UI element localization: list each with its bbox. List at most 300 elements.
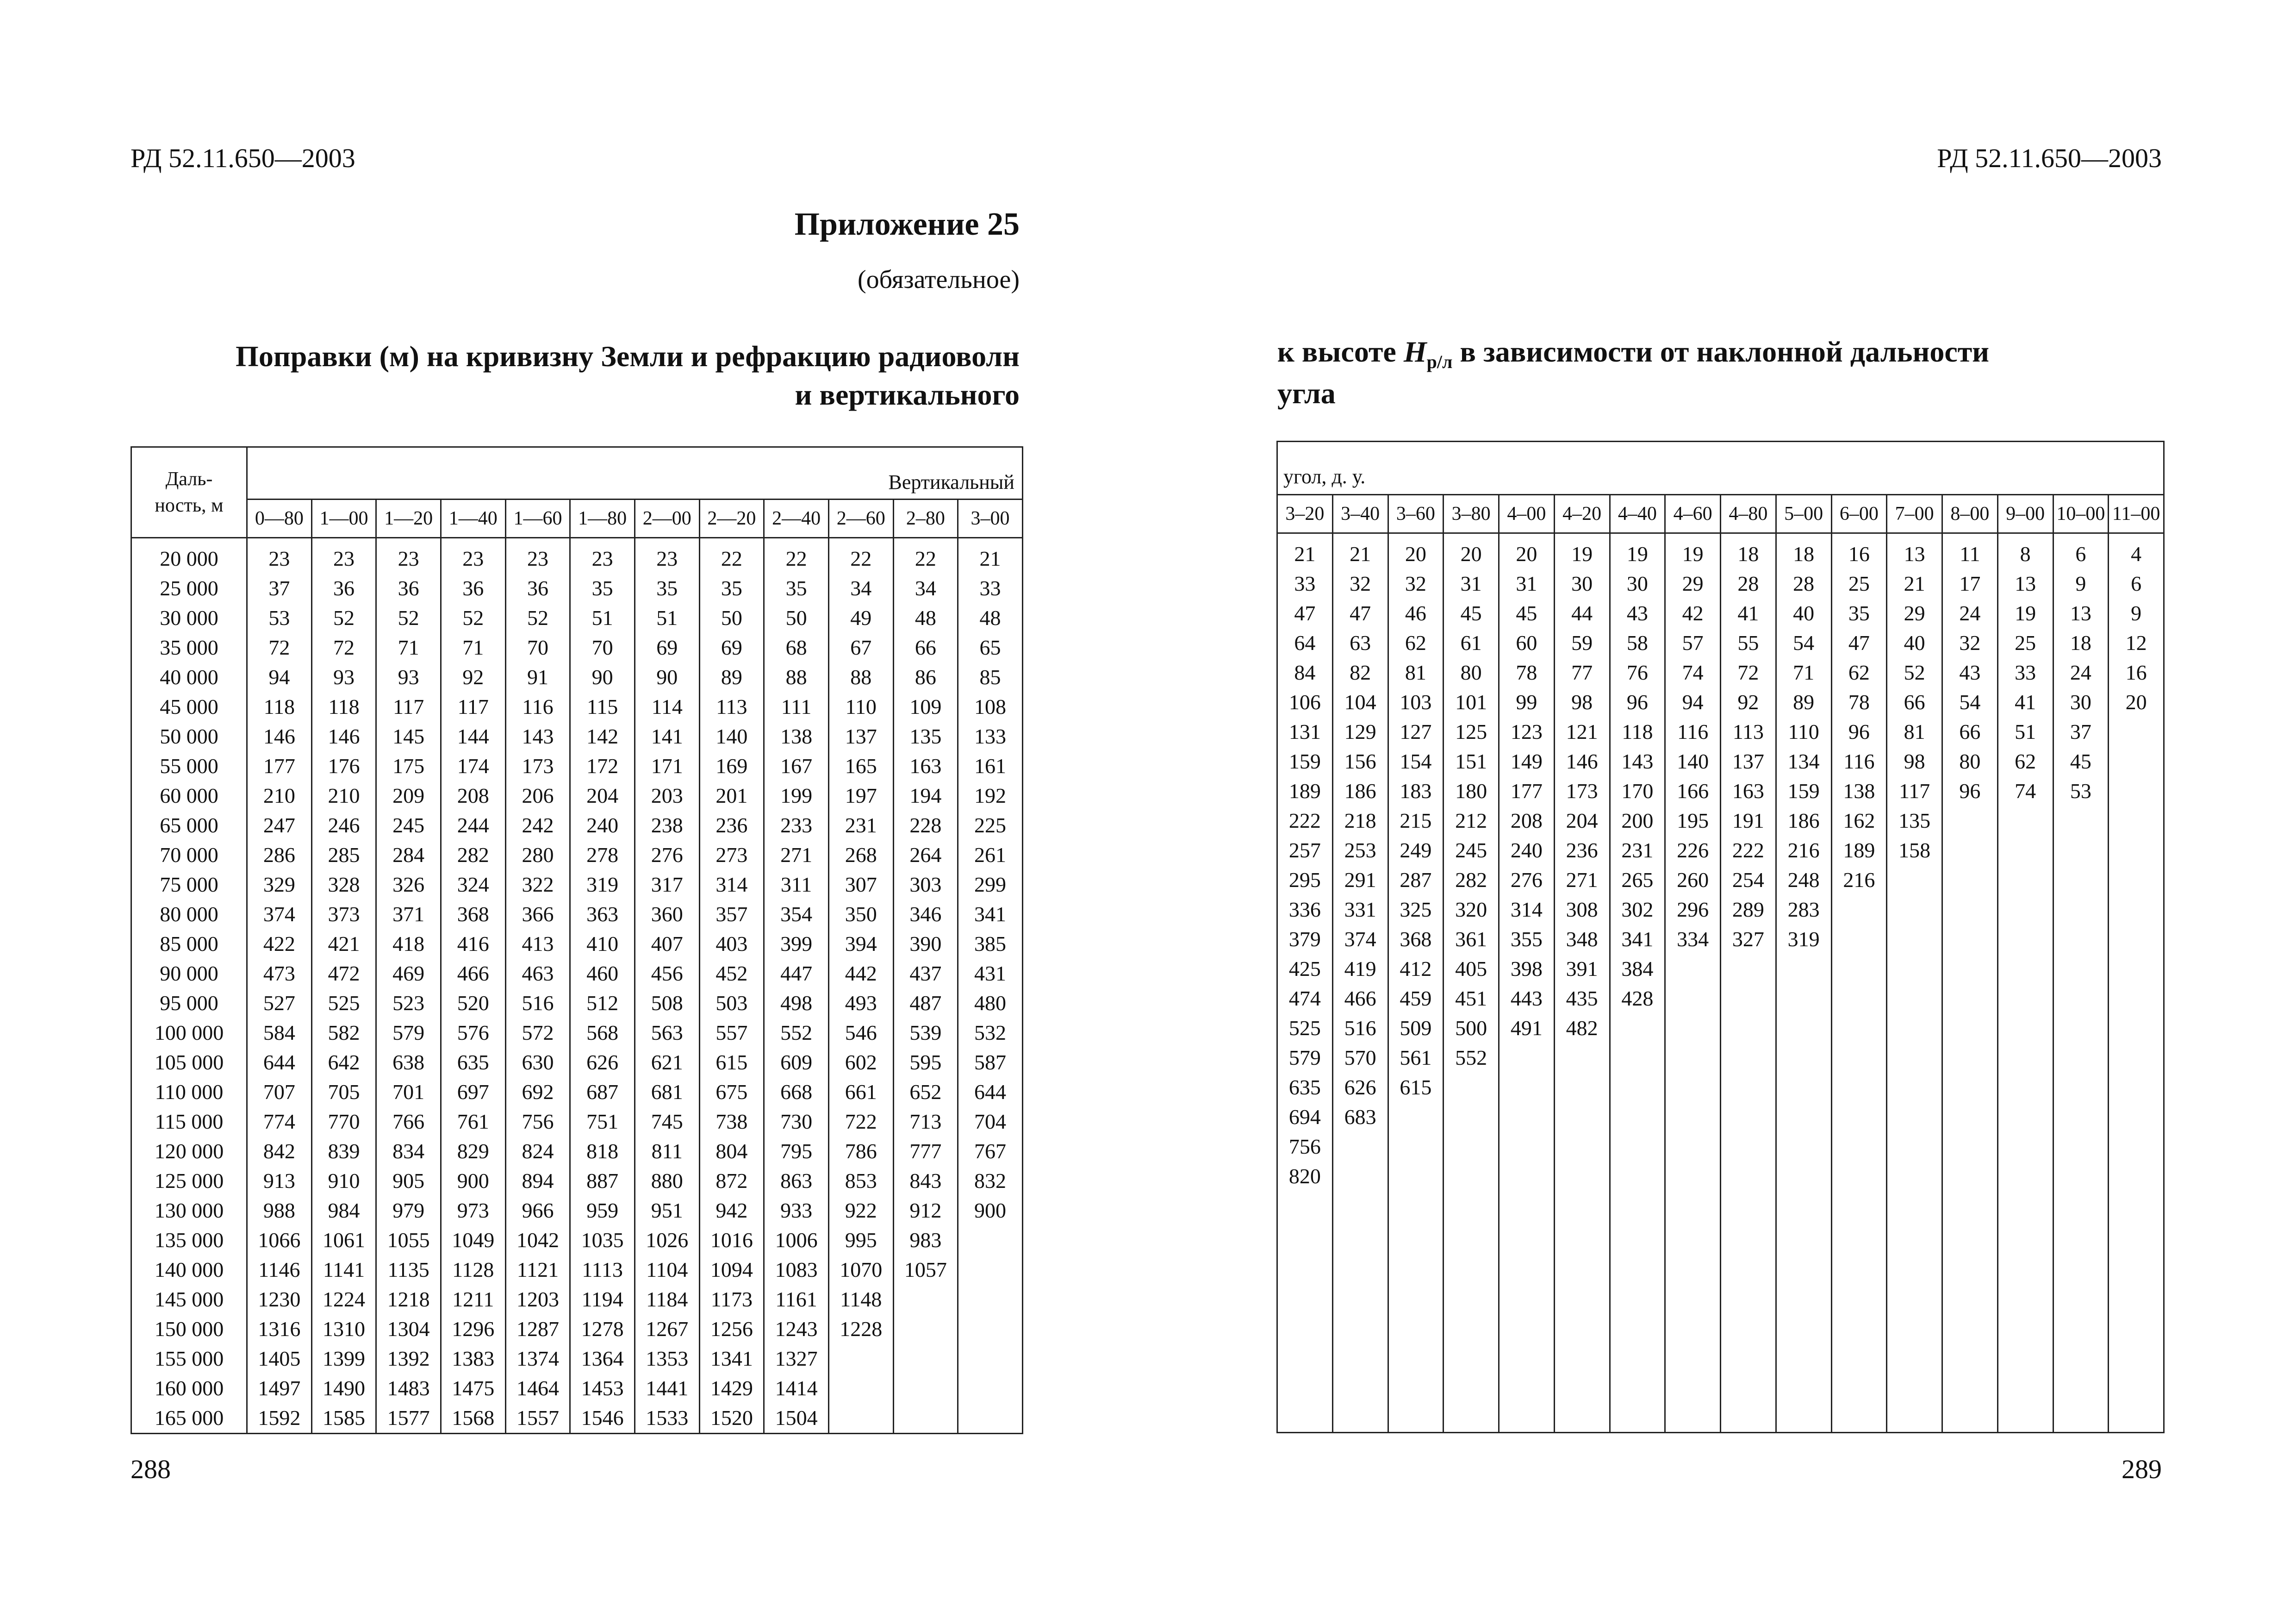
value-cell [1776, 984, 1831, 1013]
value-cell [1665, 1132, 1721, 1162]
value-cell: 48 [893, 603, 958, 633]
value-cell: 183 [1388, 776, 1444, 806]
value-cell: 20 [1388, 533, 1444, 569]
value-cell [2109, 1013, 2164, 1043]
value-cell: 42 [1665, 599, 1721, 628]
value-cell [1942, 984, 1998, 1013]
value-cell: 62 [1997, 747, 2053, 776]
value-cell: 988 [247, 1196, 312, 1225]
value-cell: 1026 [635, 1225, 699, 1255]
value-cell: 368 [1388, 924, 1444, 954]
value-cell [1887, 1102, 1942, 1132]
table-row [1277, 954, 2164, 984]
value-cell: 245 [376, 811, 441, 840]
value-cell: 34 [828, 574, 893, 603]
value-cell: 37 [247, 574, 312, 603]
value-cell [893, 1285, 958, 1314]
value-cell: 208 [441, 781, 505, 811]
value-cell: 212 [1444, 806, 1499, 836]
value-cell: 28 [1721, 569, 1776, 599]
empty-cell [1887, 1191, 1942, 1433]
value-cell [1831, 1132, 1887, 1162]
value-cell: 23 [376, 538, 441, 574]
table-row [131, 1403, 1023, 1434]
value-cell: 1429 [699, 1374, 764, 1403]
value-cell: 1399 [311, 1344, 376, 1374]
value-cell: 371 [376, 899, 441, 929]
value-cell: 23 [570, 538, 635, 574]
value-cell: 435 [1554, 984, 1610, 1013]
value-cell: 28 [1776, 569, 1831, 599]
corrections-table-right [1276, 441, 2165, 1433]
value-cell: 16 [2109, 658, 2164, 687]
table-row [131, 1374, 1023, 1403]
value-cell [1610, 1013, 1665, 1043]
value-cell: 21 [958, 538, 1023, 574]
value-cell: 795 [764, 1137, 829, 1166]
value-cell: 1520 [699, 1403, 764, 1434]
appendix-subtitle: (обязательное) [858, 265, 1020, 294]
table-row [131, 870, 1023, 899]
value-cell: 110 [1776, 717, 1831, 747]
value-cell: 1161 [764, 1285, 829, 1314]
value-cell [1942, 806, 1998, 836]
value-cell: 121 [1554, 717, 1610, 747]
value-cell: 459 [1388, 984, 1444, 1013]
value-cell [893, 1403, 958, 1434]
value-cell [1831, 954, 1887, 984]
value-cell [2109, 1162, 2164, 1191]
value-cell: 50 [699, 603, 764, 633]
value-cell: 33 [1997, 658, 2053, 687]
value-cell: 942 [699, 1196, 764, 1225]
value-cell [1721, 1013, 1776, 1043]
value-cell: 50 [764, 603, 829, 633]
value-cell: 1243 [764, 1314, 829, 1344]
table-row [1277, 1102, 2164, 1132]
angle-header-row [131, 500, 1023, 538]
value-cell: 1453 [570, 1374, 635, 1403]
value-cell: 738 [699, 1107, 764, 1137]
value-cell: 1203 [505, 1285, 570, 1314]
value-cell: 1006 [764, 1225, 829, 1255]
value-cell: 348 [1554, 924, 1610, 954]
value-cell [1997, 1162, 2053, 1191]
value-cell [1610, 1102, 1665, 1132]
table-row [131, 662, 1023, 692]
value-cell: 163 [893, 751, 958, 781]
value-cell: 116 [1831, 747, 1887, 776]
empty-cell [1610, 1191, 1665, 1433]
value-cell: 287 [1388, 865, 1444, 895]
value-cell: 824 [505, 1137, 570, 1166]
value-cell: 894 [505, 1166, 570, 1196]
value-cell: 144 [441, 722, 505, 751]
value-cell: 621 [635, 1048, 699, 1077]
value-cell: 118 [1610, 717, 1665, 747]
value-cell: 236 [1554, 836, 1610, 865]
value-cell: 452 [699, 959, 764, 988]
value-cell: 101 [1444, 687, 1499, 717]
value-cell: 134 [1776, 747, 1831, 776]
value-cell: 117 [376, 692, 441, 722]
value-cell: 766 [376, 1107, 441, 1137]
value-cell: 43 [1942, 658, 1998, 687]
value-cell: 487 [893, 988, 958, 1018]
value-cell [1388, 1162, 1444, 1191]
value-cell: 687 [570, 1077, 635, 1107]
value-cell [2109, 1102, 2164, 1132]
value-cell: 172 [570, 751, 635, 781]
value-cell: 137 [1721, 747, 1776, 776]
value-cell: 240 [570, 811, 635, 840]
value-cell: 1104 [635, 1255, 699, 1285]
table-row [1277, 628, 2164, 658]
value-cell: 265 [1610, 865, 1665, 895]
value-cell [1721, 1073, 1776, 1102]
value-cell: 283 [1776, 895, 1831, 924]
value-cell: 37 [2053, 717, 2109, 747]
value-cell: 106 [1277, 687, 1333, 717]
value-cell [1942, 1073, 1998, 1102]
value-cell: 1061 [311, 1225, 376, 1255]
table-title-right-line1: к высоте $H_{р/л}$ в зависимости от наклонной дальности [1277, 335, 1990, 372]
value-cell: 162 [1831, 806, 1887, 836]
value-cell: 413 [505, 929, 570, 959]
value-cell: 630 [505, 1048, 570, 1077]
value-cell: 366 [505, 899, 570, 929]
value-cell: 169 [699, 751, 764, 781]
value-cell: 64 [1277, 628, 1333, 658]
value-cell [2109, 924, 2164, 954]
table-title-right [1277, 332, 2157, 412]
value-cell: 125 [1444, 717, 1499, 747]
value-cell: 41 [1997, 687, 2053, 717]
value-cell: 1055 [376, 1225, 441, 1255]
empty-cell [2109, 1191, 2164, 1433]
value-cell: 93 [376, 662, 441, 692]
value-cell [1721, 1132, 1776, 1162]
value-cell: 431 [958, 959, 1023, 988]
value-cell: 35 [1831, 599, 1887, 628]
distance-cell: 20 000 [131, 538, 247, 574]
value-cell: 419 [1332, 954, 1388, 984]
value-cell: 320 [1444, 895, 1499, 924]
distance-cell: 150 000 [131, 1314, 247, 1344]
value-cell: 786 [828, 1137, 893, 1166]
distance-cell: 60 000 [131, 781, 247, 811]
value-cell: 20 [1444, 533, 1499, 569]
value-cell [958, 1285, 1023, 1314]
value-cell [1942, 836, 1998, 865]
distance-cell: 25 000 [131, 574, 247, 603]
value-cell: 260 [1665, 865, 1721, 895]
value-cell: 756 [505, 1107, 570, 1137]
table-row [1277, 1073, 2164, 1102]
value-cell: 209 [376, 781, 441, 811]
table-row [131, 1225, 1023, 1255]
value-cell: 43 [1610, 599, 1665, 628]
distance-cell: 75 000 [131, 870, 247, 899]
value-cell: 238 [635, 811, 699, 840]
value-cell: 253 [1332, 836, 1388, 865]
distance-cell: 65 000 [131, 811, 247, 840]
value-cell: 1557 [505, 1403, 570, 1434]
value-cell [1499, 1043, 1555, 1073]
value-cell: 615 [1388, 1073, 1444, 1102]
angle-header: 3–40 [1332, 495, 1388, 533]
value-cell: 22 [893, 538, 958, 574]
value-cell: 276 [1499, 865, 1555, 895]
value-cell: 21 [1332, 533, 1388, 569]
value-cell: 451 [1444, 984, 1499, 1013]
value-cell: 166 [1665, 776, 1721, 806]
value-cell [2109, 806, 2164, 836]
value-cell: 6 [2053, 533, 2109, 569]
value-cell: 480 [958, 988, 1023, 1018]
value-cell [1776, 1043, 1831, 1073]
value-cell: 296 [1665, 895, 1721, 924]
value-cell: 834 [376, 1137, 441, 1166]
value-cell [1887, 1162, 1942, 1191]
value-cell: 248 [1776, 865, 1831, 895]
table-row [131, 1344, 1023, 1374]
value-cell: 466 [441, 959, 505, 988]
value-cell: 118 [311, 692, 376, 722]
value-cell: 216 [1831, 865, 1887, 895]
value-cell [2053, 865, 2109, 895]
table-row [1277, 836, 2164, 865]
value-cell: 832 [958, 1166, 1023, 1196]
value-cell [1997, 1073, 2053, 1102]
value-cell: 22 [764, 538, 829, 574]
value-cell [1997, 984, 2053, 1013]
empty-cell [1831, 1191, 1887, 1433]
empty-cell [1388, 1191, 1444, 1433]
value-cell: 498 [764, 988, 829, 1018]
value-cell: 163 [1721, 776, 1776, 806]
value-cell: 108 [958, 692, 1023, 722]
value-cell: 1585 [311, 1403, 376, 1434]
value-cell: 341 [1610, 924, 1665, 954]
value-cell: 713 [893, 1107, 958, 1137]
angle-header: 1—80 [570, 500, 635, 538]
table-row [131, 692, 1023, 722]
value-cell: 705 [311, 1077, 376, 1107]
value-cell: 254 [1721, 865, 1776, 895]
value-cell: 328 [311, 870, 376, 899]
value-cell [1554, 1073, 1610, 1102]
value-cell: 493 [828, 988, 893, 1018]
value-cell: 68 [764, 633, 829, 662]
value-cell: 973 [441, 1196, 505, 1225]
distance-cell: 55 000 [131, 751, 247, 781]
corrections-table-left [131, 446, 1023, 1434]
value-cell: 525 [1277, 1013, 1333, 1043]
value-cell: 322 [505, 870, 570, 899]
value-cell: 820 [1277, 1162, 1333, 1191]
value-cell [1444, 1162, 1499, 1191]
value-cell: 35 [570, 574, 635, 603]
value-cell: 129 [1332, 717, 1388, 747]
value-cell [958, 1403, 1023, 1434]
value-cell: 186 [1776, 806, 1831, 836]
value-cell: 32 [1942, 628, 1998, 658]
value-cell: 149 [1499, 747, 1555, 776]
value-cell: 692 [505, 1077, 570, 1107]
value-cell: 767 [958, 1137, 1023, 1166]
value-cell: 90 [570, 662, 635, 692]
value-cell: 222 [1721, 836, 1776, 865]
table-title-left-line2: и вертикального [795, 378, 1020, 412]
table-row [131, 811, 1023, 840]
value-cell [1721, 954, 1776, 984]
value-cell: 668 [764, 1077, 829, 1107]
value-cell: 508 [635, 988, 699, 1018]
vertical-angle-label: Вертикальный [247, 447, 1023, 500]
distance-cell: 130 000 [131, 1196, 247, 1225]
value-cell: 62 [1388, 628, 1444, 658]
value-cell: 331 [1332, 895, 1388, 924]
value-cell [2053, 1043, 2109, 1073]
value-cell: 557 [699, 1018, 764, 1048]
value-cell: 48 [958, 603, 1023, 633]
distance-cell: 40 000 [131, 662, 247, 692]
angle-header: 1—20 [376, 500, 441, 538]
value-cell: 418 [376, 929, 441, 959]
distance-cell: 45 000 [131, 692, 247, 722]
table-row [131, 1314, 1023, 1344]
value-cell: 635 [441, 1048, 505, 1077]
value-cell: 951 [635, 1196, 699, 1225]
value-cell [2109, 954, 2164, 984]
value-cell [1997, 1132, 2053, 1162]
value-cell: 52 [311, 603, 376, 633]
value-cell: 325 [1388, 895, 1444, 924]
empty-cell [1721, 1191, 1776, 1433]
value-cell: 568 [570, 1018, 635, 1048]
value-cell: 500 [1444, 1013, 1499, 1043]
value-cell: 135 [1887, 806, 1942, 836]
value-cell [2109, 865, 2164, 895]
value-cell: 69 [635, 633, 699, 662]
value-cell [2109, 776, 2164, 806]
value-cell [2109, 984, 2164, 1013]
value-cell: 189 [1831, 836, 1887, 865]
value-cell: 635 [1277, 1073, 1333, 1102]
value-cell: 57 [1665, 628, 1721, 658]
value-cell: 115 [570, 692, 635, 722]
value-cell: 421 [311, 929, 376, 959]
value-cell: 979 [376, 1196, 441, 1225]
distance-header-line1: Даль- [165, 468, 213, 490]
distance-cell: 50 000 [131, 722, 247, 751]
value-cell [1610, 1073, 1665, 1102]
value-cell: 21 [1277, 533, 1333, 569]
value-cell: 354 [764, 899, 829, 929]
angle-header: 2—20 [699, 500, 764, 538]
value-cell: 177 [1499, 776, 1555, 806]
value-cell: 71 [376, 633, 441, 662]
value-cell [2109, 895, 2164, 924]
value-cell: 1256 [699, 1314, 764, 1344]
table-row [1277, 569, 2164, 599]
right-page-number: 289 [2122, 1454, 2162, 1484]
table-row [131, 538, 1023, 574]
value-cell [1554, 1162, 1610, 1191]
value-cell: 314 [699, 870, 764, 899]
value-cell: 30 [1610, 569, 1665, 599]
value-cell: 17 [1942, 569, 1998, 599]
table-row [1277, 895, 2164, 924]
angle-header: 1—00 [311, 500, 376, 538]
value-cell: 428 [1610, 984, 1665, 1013]
value-cell: 20 [2109, 687, 2164, 717]
value-cell: 113 [1721, 717, 1776, 747]
table-row [131, 574, 1023, 603]
empty-cell [1665, 1191, 1721, 1433]
value-cell: 240 [1499, 836, 1555, 865]
value-cell: 552 [1444, 1043, 1499, 1073]
table-row [1277, 865, 2164, 895]
value-cell: 271 [764, 840, 829, 870]
value-cell [893, 1374, 958, 1403]
value-cell: 146 [247, 722, 312, 751]
value-cell: 1070 [828, 1255, 893, 1285]
value-cell: 303 [893, 870, 958, 899]
value-cell: 72 [311, 633, 376, 662]
value-cell: 278 [570, 840, 635, 870]
value-cell: 24 [1942, 599, 1998, 628]
value-cell: 311 [764, 870, 829, 899]
value-cell: 374 [247, 899, 312, 929]
value-cell: 19 [1554, 533, 1610, 569]
value-cell [2053, 1013, 2109, 1043]
table-row [131, 722, 1023, 751]
empty-cell [1499, 1191, 1555, 1433]
value-cell: 35 [635, 574, 699, 603]
value-cell: 151 [1444, 747, 1499, 776]
distance-cell: 100 000 [131, 1018, 247, 1048]
value-cell: 16 [1831, 533, 1887, 569]
empty-cell [1776, 1191, 1831, 1433]
table-title-left-line1: Поправки (м) на кривизну Земли и рефракцию радиоволн [236, 340, 1020, 373]
angle-header: 0—80 [247, 500, 312, 538]
value-cell: 111 [764, 692, 829, 722]
value-cell: 1475 [441, 1374, 505, 1403]
value-cell: 58 [1610, 628, 1665, 658]
table-row [1277, 1162, 2164, 1191]
value-cell: 103 [1388, 687, 1444, 717]
value-cell: 1146 [247, 1255, 312, 1285]
value-cell [2053, 1102, 2109, 1132]
distance-cell: 85 000 [131, 929, 247, 959]
value-cell: 638 [376, 1048, 441, 1077]
value-cell: 177 [247, 751, 312, 781]
angle-header: 4–00 [1499, 495, 1555, 533]
value-cell: 140 [699, 722, 764, 751]
value-cell: 245 [1444, 836, 1499, 865]
value-cell: 584 [247, 1018, 312, 1048]
value-cell: 1546 [570, 1403, 635, 1434]
value-cell: 93 [311, 662, 376, 692]
value-cell [1776, 1073, 1831, 1102]
value-cell: 23 [441, 538, 505, 574]
value-cell: 326 [376, 870, 441, 899]
value-cell: 145 [376, 722, 441, 751]
table-row [131, 959, 1023, 988]
value-cell: 1374 [505, 1344, 570, 1374]
